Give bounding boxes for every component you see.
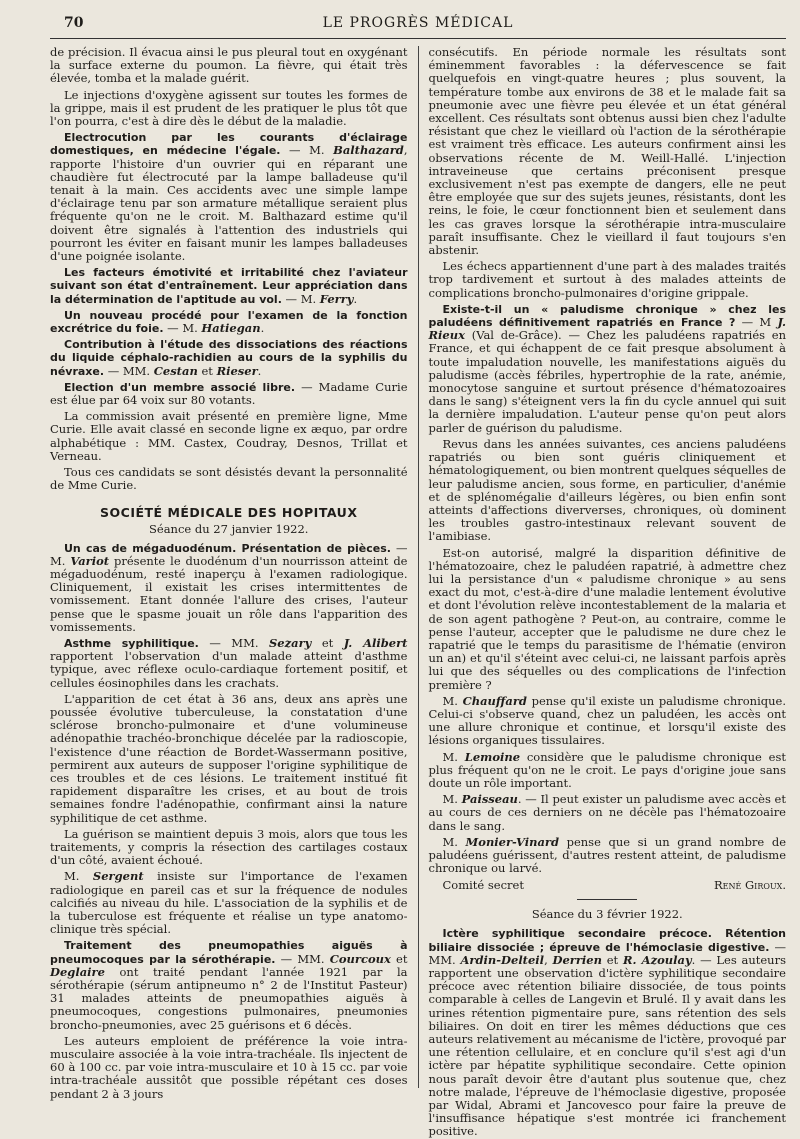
author-name: J. Rieux	[428, 315, 786, 343]
two-column-body	[50, 45, 787, 1139]
paragraph-est-on-autorise: Est-on autorisé, malgré la disparition définitive de l'hématozoaire, chez le paludéen rapatrié, à admettre chez lui la persistance d'un « paludisme chronique » au sens exact du mot, c'est-à-dire d'une maladie lentement évolutive et dont l'évolution relève incontestablement de la malaria et de son agent pathogène ? Peut-on, au contraire, comme le pense l'auteur, accepter que le paludisme ne dure chez le rapatrié que le temps du parasitisme de l'hématie (environ un an) et qu'il s'éteint avec celui-ci, ne laissant parfois après lui que des séquelles ou des complications de l'infection première ?	[428, 545, 786, 692]
report-title: Un cas de mégaduodénum. Présentation de pièces.	[64, 541, 391, 555]
page-number: 70	[64, 15, 84, 31]
report-election: Election d'un membre associé libre. — Madame Curie est élue par 64 voix sur 80 votants.	[50, 379, 408, 408]
author-name: Sergent	[92, 869, 144, 884]
author-name: Ferry	[319, 291, 354, 306]
report-asthme: Asthme syphilitique. — MM. Sezary et J. Alibert rapportent l'observation d'un malade atteint d'asthme typique, avec réflexe oculo-cardiaque fortement positif, et cellules éosinophiles dans les crachats.	[50, 635, 408, 690]
report-foie: Un nouveau procédé pour l'examen de la fonction excrétrice du foie. — M. Hatiegan.	[50, 308, 408, 336]
report-title: Ictère syphilitique secondaire précoce. Rétention biliaire dissociée ; épreuve de l'hémoclasie digestive.	[428, 927, 786, 954]
paragraph-revus: Revus dans les années suivantes, ces anciens paludéens rapatriés ou bien sont guéris cliniquement et hématologiquement, ou bien montrent quelques séquelles de leur paludisme ancien, sous forme, en particulier, d'anémie et de splénomégalie d'ailleurs légères, ou bien enfin sont atteints d'affections diververses, chroniques, où dominent les troubles gastro-intestinaux relevant souvent de l'amibiase.	[428, 436, 786, 544]
report-title: Contribution à l'étude des dissociations des réactions du liquide céphalo-rachidien au cours de la syphilis du névraxe.	[50, 338, 408, 378]
author-name: Chauffard	[462, 693, 527, 708]
report-electrocution: Electrocution par les courants d'éclairage domestiques, en médecine l'égale. — M. Balthazard, rapporte l'histoire d'un ouvrier qui en réparant une chaudière fut électrocuté par la lampe balladeuse qu'il tenait à la main. Ces accidents avec une simple lampe d'éclairage tenu par son armature métallique seraient plus fréquente qu'on ne le croit. M. Balthazard estime qu'il doivent être signalés à l'attention des industriels qui pourront les éviter en faisant munir les lampes balladeuses d'une poignée isolante.	[50, 131, 408, 264]
report-serotherapie: Traitement des pneumopathies aiguës à pneumocoques par la sérothérapie. — MM. Courcoux et Deglaire ont traité pendant l'année 1921 par la sérothérapie (sérum antipneumo n° 2 de l'Institut Pasteur) 31 malades atteints de pneumopathies aiguës à pneumocoques, congestions pulmonaires, pneumonies broncho-pneumonies, avec 25 guérisons et 6 décès.	[50, 939, 408, 1032]
author-name: Derrien	[552, 952, 602, 967]
author-name: Courcoux	[329, 951, 391, 966]
report-paludisme: Existe-t-il un « paludisme chronique » chez les paludéens définitivement rapatriés en France ? — M J. Rieux (Val de-Grâce). — Chez les paludéens rapatriés en France, et qui échappent de ce fait presque absolument à toute impaludation nouvelle, les manifestations aiguës du paludisme (accès fébriles, hypertrophie de la rate, anémie, monocytose sanguine et surtout présence d'hématozoaires dans le sang) s'éteignent vers la fin du cycle annuel qui suit la dernière impaludation. L'auteur pense qu'on peut alors parler de guérison du paludisme.	[428, 302, 786, 435]
author-name: Sezary	[268, 635, 312, 650]
report-title: Les facteurs émotivité et irritabilité chez l'aviateur suivant son état d'entraînement. Leur appréciation dans la détermination de l'aptitude au vol.	[50, 266, 408, 306]
seance-date-2: Séance du 3 février 1922.	[531, 907, 683, 922]
comite-secret: Comité secret	[442, 878, 524, 893]
report-ictere: Ictère syphilitique secondaire précoce. Rétention biliaire dissociée ; épreuve de l'hémoclasie digestive. — MM. Ardin-Delteil, Derrien et R. Azoulay. — Les auteurs rapportent une observation d'ictère syphilitique secondaire précoce avec rétention biliaire dissociée, de tous points comparable à celles de Langevin et Brulé. Il y avait dans les urines rétention pigmentaire pure, sans rétention des sels biliaires. On doit en tirer les mêmes déductions que ces auteurs relativement au mécanisme de l'ictère, provoqué par une rétention cellulaire, et en conclure qu'il s'est agi d'un ictère par hépatite syphilitique secondaire. Cette opinion nous paraît devoir être d'autant plus soutenue que, chez notre malade, l'épreuve de l'hémoclasie digestive, proposée par Widal, Abrami et Jancovesco pour faire la preuve de l'insuffisance hépatique s'est montrée ici franchement positive.	[428, 927, 786, 1139]
report-title: Asthme syphilitique.	[64, 636, 199, 650]
comment-monier-vinard: M. Monier-Vinard pense que si un grand nombre de paludéens guérissent, d'autres restent atteint, de paludisme chronique ou larvé.	[428, 834, 787, 876]
report-aviateur: Les facteurs émotivité et irritabilité chez l'aviateur suivant son état d'entraînement. Leur appréciation dans la détermination de l'aptitude au vol. — M. Ferry.	[50, 266, 408, 306]
author-name: Monier-Vinard	[465, 834, 559, 849]
author-name: Lemoine	[464, 749, 521, 764]
report-megaduodenum: Un cas de mégaduodénum. Présentation de pièces. — M. Variot présente le duodénum d'un nourrisson atteint de mégaduodénum, resté inaperçu à l'examen radiologique. Cliniquement, il existait les crises intermittentes de vomissement. Etant donnée l'allure des crises, l'auteur pense que le spasme jouait un rôle dans l'apparition des vomissements.	[50, 540, 408, 634]
society-title: SOCIÉTÉ MÉDICALE DES HOPITAUX	[100, 504, 358, 520]
paragraph-commission: La commission avait présenté en première ligne, Mme Curie. Elle avait classé en seconde ligne ex æquo, par ordre alphabétique : MM. Castex, Coudray, Desnos, Trillat et Verneau.	[50, 409, 408, 463]
signoff-line	[443, 878, 787, 892]
paragraph-auteurs-emploient: Les auteurs emploient de préférence la voie intra-musculaire associée à la voie intra-trachéale. Ils injectent de 60 à 100 cc. par voie intra-musculaire et 10 à 15 cc. par voie intra-trachéale aussitôt que possible répétant ces doses pendant 2 à 3 jours	[50, 1033, 408, 1101]
running-title: LE PROGRÈS MÉDICAL	[322, 15, 514, 31]
report-title: Existe-t-il un « paludisme chronique » chez les paludéens définitivement rapatriés en France ?	[428, 302, 786, 330]
right-column	[418, 45, 787, 1139]
paragraph-consecutifs: consécutifs. En période normale les résultats sont éminemment favorables : la défervescence se fait quelquefois en vingt-quatre heures ; plus souvent, la température tombe aux environs de 38 et le malade fait sa pneumonie avec une fièvre peu élevée et un état général excellent. Ces résultats sont obtenus aussi bien chez l'adulte résistant que chez le vieillard où l'action de la sérothérapie est vraiment très efficace. Les auteurs confirment ainsi les observations récente de M. Weill-Hallé. L'injection intraveineuse que certains préconisent presque exclusivement n'est pas exempte de dangers, elle ne peut être employée que sur des sujets jeunes, résistants, dont les reins, le foie, le cœur fonctionnent bien et seulement dans les cas graves lorsque la sérothérapie intra-musculaire paraît insuffisante. Chez le vieillard il faut toujours s'en abstenir.	[428, 45, 786, 258]
paragraph-guerison: La guérison se maintient depuis 3 mois, alors que tous les traitements, y compris la résection des cartilages costaux d'un côté, avaient échoué.	[50, 826, 408, 868]
comment-paisseau: M. Paisseau. — Il peut exister un paludisme avec accès et au cours de ces derniers on ne décèle pas l'hématozoaire dans le sang.	[428, 792, 786, 833]
report-title: Election d'un membre associé libre.	[64, 380, 296, 394]
paragraph-oxygen-end: de précision. Il évacua ainsi le pus pleural tout en oxygénant la surface externe du poumon. La fièvre, qui était très élevée, tomba et la malade guérit.	[50, 45, 408, 86]
author-name: Rieser	[216, 363, 258, 378]
report-title: Un nouveau procédé pour l'examen de la fonction excrétrice du foie.	[50, 308, 408, 336]
seance-date: Séance du 27 janvier 1922.	[149, 521, 309, 536]
author-name: J. Alibert	[343, 635, 408, 650]
author-name: Deglaire	[50, 964, 105, 979]
comment-chauffard: M. Chauffard pense qu'il existe un paludisme chronique. Celui-ci s'observe quand, chez un paludéen, les accès ont une allure chronique et continue, et lorsqu'il existe des lésions organiques tissulaires.	[428, 693, 786, 748]
paragraph-apparition: L'apparition de cet état à 36 ans, deux ans après une poussée évolutive tuberculeuse, la constatation d'une sclérose broncho-pulmonaire et d'une volumineuse adénopathie trachéo-bronchique décelée par la radioscopie, l'existence d'une réaction de Bordet-Wassermann positive, permirent aux auteurs de supposer l'origine syphilitique de ces troubles et de ces lésions. Le traitement institué fit rapidement disparaître les crises, et au bout de trois semaines fondre l'adénopathie, confirmant ainsi la nature syphilitique de cet asthme.	[50, 691, 408, 825]
paragraph-candidats: Tous ces candidats se sont désistés devant la personnalité de Mme Curie.	[50, 465, 408, 493]
author-name: Ardin-Delteil	[460, 952, 545, 967]
author-name: Cestan	[153, 363, 198, 378]
secretary-signature: René Giroux.	[713, 878, 786, 893]
comment-lemoine: M. Lemoine considère que le paludisme chronique est plus fréquent qu'on ne le croit. Le pays d'origine joue sans doute un rôle important.	[428, 749, 786, 790]
author-name: R. Azoulay	[622, 952, 692, 967]
author-name: Variot	[70, 553, 110, 568]
author-name: Paisseau	[461, 792, 518, 807]
author-name: Hatiegan	[201, 321, 261, 336]
left-column	[50, 45, 418, 1101]
report-liquide-cephalo: Contribution à l'étude des dissociations des réactions du liquide céphalo-rachidien au cours de la syphilis du névraxe. — MM. Cestan et Rieser.	[50, 338, 408, 378]
report-title: Electrocution par les courants d'éclairage domestiques, en médecine l'égale.	[50, 131, 408, 158]
comment-sergent: M. Sergent insiste sur l'importance de l'examen radiologique en pareil cas et sur la fréquence de nodules calcifiés au niveau du hile. L'association de la syphilis et de la tuberculose est fréquente et réalise un type anatomo-clinique très spécial.	[50, 869, 408, 937]
report-title: Traitement des pneumopathies aiguës à pneumocoques par la sérothérapie.	[50, 939, 408, 966]
paragraph-oxygen-injections: Le injections d'oxygène agissent sur toutes les formes de la grippe, mais il est prudent de les pratiquer le plus tôt que l'on pourra, c'est à dire dès le début de la maladie.	[50, 87, 408, 129]
section-divider	[577, 899, 637, 900]
paragraph-echecs: Les échecs appartiennent d'une part à des malades traités trop tardivement et surtout à des malades atteints de complications broncho-pulmonaires d'origine grippale.	[428, 259, 786, 300]
page-header	[50, 14, 786, 39]
author-name: Balthazard	[333, 143, 404, 158]
